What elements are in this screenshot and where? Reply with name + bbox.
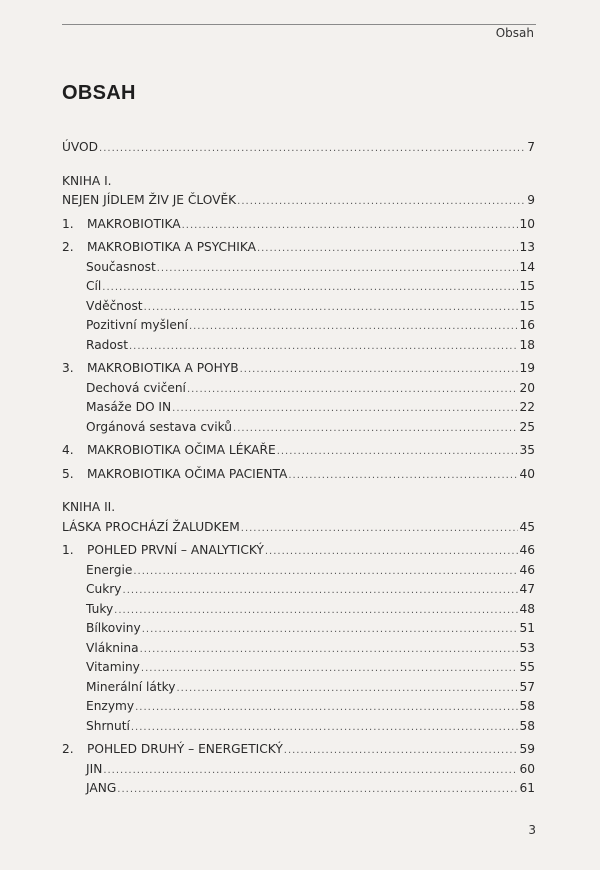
toc-page-number: 60 — [519, 761, 535, 776]
dot-leader — [288, 466, 518, 486]
chapter-title: MAKROBIOTIKA — [87, 216, 181, 231]
toc-page-number: 48 — [519, 601, 535, 616]
chapter-number: 1. — [62, 216, 74, 231]
toc-entry-label — [62, 238, 256, 258]
dot-leader — [157, 259, 519, 279]
subsection-entry — [62, 418, 535, 438]
dot-leader — [129, 337, 518, 357]
toc-page-number: 46 — [519, 543, 535, 557]
toc-entry-label: LÁSKA PROCHÁZÍ ŽALUDKEM — [62, 519, 240, 534]
chapter-number: 5. — [62, 466, 74, 481]
subsection-entry — [62, 658, 535, 678]
chapter-entry — [62, 215, 535, 235]
dot-leader — [135, 698, 518, 718]
toc-page-number: 19 — [519, 361, 535, 375]
toc-entry-label: Současnost — [86, 259, 156, 274]
chapter-title: MAKROBIOTIKA OČIMA LÉKAŘE — [87, 443, 276, 457]
toc-page-number: 47 — [519, 582, 535, 596]
toc-page-number: 15 — [519, 298, 535, 313]
dot-leader — [133, 562, 518, 582]
dot-leader — [114, 601, 518, 621]
toc-entry-label: Orgánová sestava cviků — [86, 419, 233, 434]
subsection-entry — [62, 316, 535, 336]
toc-entry-label: Dechová cvičení — [86, 380, 186, 395]
chapter-title: POHLED DRUHÝ – ENERGETICKÝ — [87, 742, 283, 756]
toc-page-number: 13 — [519, 240, 535, 254]
subsection-entry — [62, 600, 535, 620]
book-heading: KNIHA I. — [62, 173, 112, 188]
toc-page-number: 16 — [519, 318, 535, 332]
subsection-entry — [62, 697, 535, 717]
toc-entry-label: Cukry — [86, 582, 122, 596]
dot-leader — [241, 519, 519, 539]
toc-entry-label: Pozitivní myšlení — [86, 318, 188, 332]
chapter-number: 1. — [62, 543, 74, 557]
table-of-contents — [62, 138, 535, 799]
dot-leader — [182, 216, 519, 236]
toc-page-number: 20 — [519, 380, 535, 395]
toc-entry-label: Tuky — [86, 601, 114, 616]
header-rule — [62, 24, 536, 25]
toc-entry-label — [62, 740, 283, 760]
toc-entry-label: Vláknina — [86, 640, 139, 655]
dot-leader — [233, 419, 518, 439]
book-title-entry — [62, 191, 535, 211]
toc-page-number: 57 — [519, 679, 535, 694]
dot-leader — [123, 581, 519, 601]
toc-entry-label: Cíl — [86, 279, 102, 293]
dot-leader — [103, 761, 518, 781]
toc-page-number: 59 — [519, 742, 535, 756]
toc-entry-label — [62, 465, 287, 485]
chapter-title: MAKROBIOTIKA A POHYB — [87, 361, 239, 375]
dot-leader — [277, 442, 519, 462]
chapter-title: POHLED PRVNÍ – ANALYTICKÝ — [87, 543, 264, 557]
dot-leader — [99, 139, 526, 159]
toc-page-number: 51 — [519, 621, 535, 635]
toc-page-number: 25 — [519, 419, 535, 434]
subsection-entry — [62, 277, 535, 297]
toc-entry-label: Vitaminy — [86, 660, 140, 674]
chapter-entry — [62, 541, 535, 561]
chapter-entry — [62, 238, 535, 258]
dot-leader — [237, 192, 526, 212]
toc-entry-label — [62, 541, 264, 561]
dot-leader — [257, 239, 519, 259]
dot-leader — [187, 380, 519, 400]
toc-page-number: 18 — [519, 337, 535, 352]
chapter-title: MAKROBIOTIKA OČIMA PACIENTA — [87, 466, 288, 481]
toc-page-number: 45 — [519, 519, 535, 534]
toc-entry-label — [62, 215, 181, 235]
toc-page-number: 22 — [519, 400, 535, 414]
book-title-entry — [62, 518, 535, 538]
dot-leader — [142, 620, 519, 640]
chapter-entry — [62, 740, 535, 760]
chapter-number: 2. — [62, 742, 74, 756]
toc-page-number: 53 — [519, 640, 535, 655]
subsection-entry — [62, 561, 535, 581]
toc-entry-label: Minerální látky — [86, 679, 176, 694]
toc-entry-label: Radost — [86, 337, 128, 352]
toc-entry-label: ÚVOD — [62, 140, 99, 154]
dot-leader — [102, 278, 518, 298]
chapter-entry — [62, 441, 535, 461]
chapter-entry — [62, 465, 535, 485]
subsection-entry — [62, 398, 535, 418]
subsection-entry — [62, 297, 535, 317]
subsection-entry — [62, 336, 535, 356]
toc-entry-label: NEJEN JÍDLEM ŽIV JE ČLOVĚK — [62, 193, 237, 207]
chapter-title: MAKROBIOTIKA A PSYCHIKA — [87, 240, 256, 254]
dot-leader — [176, 679, 518, 699]
subsection-entry — [62, 619, 535, 639]
subsection-entry — [62, 639, 535, 659]
toc-page-number: 46 — [519, 562, 535, 577]
toc-entry-label — [62, 359, 239, 379]
subsection-entry — [62, 379, 535, 399]
toc-page-number: 61 — [519, 781, 535, 795]
toc-entry-label: Energie — [86, 562, 133, 577]
toc-page-number: 15 — [519, 279, 535, 293]
toc-page-number: 9 — [527, 193, 535, 207]
subsection-entry — [62, 258, 535, 278]
toc-entry-label: JANG — [86, 781, 117, 795]
toc-page-number: 58 — [519, 699, 535, 713]
dot-leader — [144, 298, 519, 318]
toc-title: OBSAH — [62, 82, 136, 104]
page-number: 3 — [528, 823, 536, 837]
dot-leader — [189, 317, 519, 337]
dot-leader — [117, 780, 518, 800]
toc-page-number: 7 — [527, 140, 535, 154]
chapter-number: 2. — [62, 240, 74, 254]
toc-entry-label: JIN — [86, 761, 103, 776]
toc-page-number: 10 — [519, 216, 535, 231]
dot-leader — [140, 640, 519, 660]
toc-entry-intro — [62, 138, 535, 158]
toc-page-number: 35 — [519, 443, 535, 457]
subsection-entry — [62, 580, 535, 600]
toc-entry-label: Bílkoviny — [86, 621, 141, 635]
toc-entry-label: Enzymy — [86, 699, 135, 713]
chapter-number: 4. — [62, 443, 74, 457]
dot-leader — [284, 741, 519, 761]
book-heading: KNIHA II. — [62, 500, 116, 514]
dot-leader — [172, 399, 518, 419]
toc-page-number: 14 — [519, 259, 535, 274]
toc-entry-label: Vděčnost — [86, 298, 143, 313]
chapter-number: 3. — [62, 361, 74, 375]
running-head: Obsah — [495, 26, 534, 40]
dot-leader — [141, 659, 519, 679]
subsection-entry — [62, 678, 535, 698]
dot-leader — [265, 542, 519, 562]
toc-entry-label — [62, 441, 276, 461]
subsection-entry — [62, 760, 535, 780]
chapter-entry — [62, 359, 535, 379]
dot-leader — [131, 718, 519, 738]
toc-entry-label: Masáže DO IN — [86, 400, 172, 414]
dot-leader — [240, 360, 519, 380]
toc-entry-label: Shrnutí — [86, 718, 130, 733]
toc-page-number: 58 — [519, 718, 535, 733]
toc-page-number: 40 — [519, 466, 535, 481]
subsection-entry — [62, 779, 535, 799]
toc-page-number: 55 — [519, 660, 535, 674]
subsection-entry — [62, 717, 535, 737]
